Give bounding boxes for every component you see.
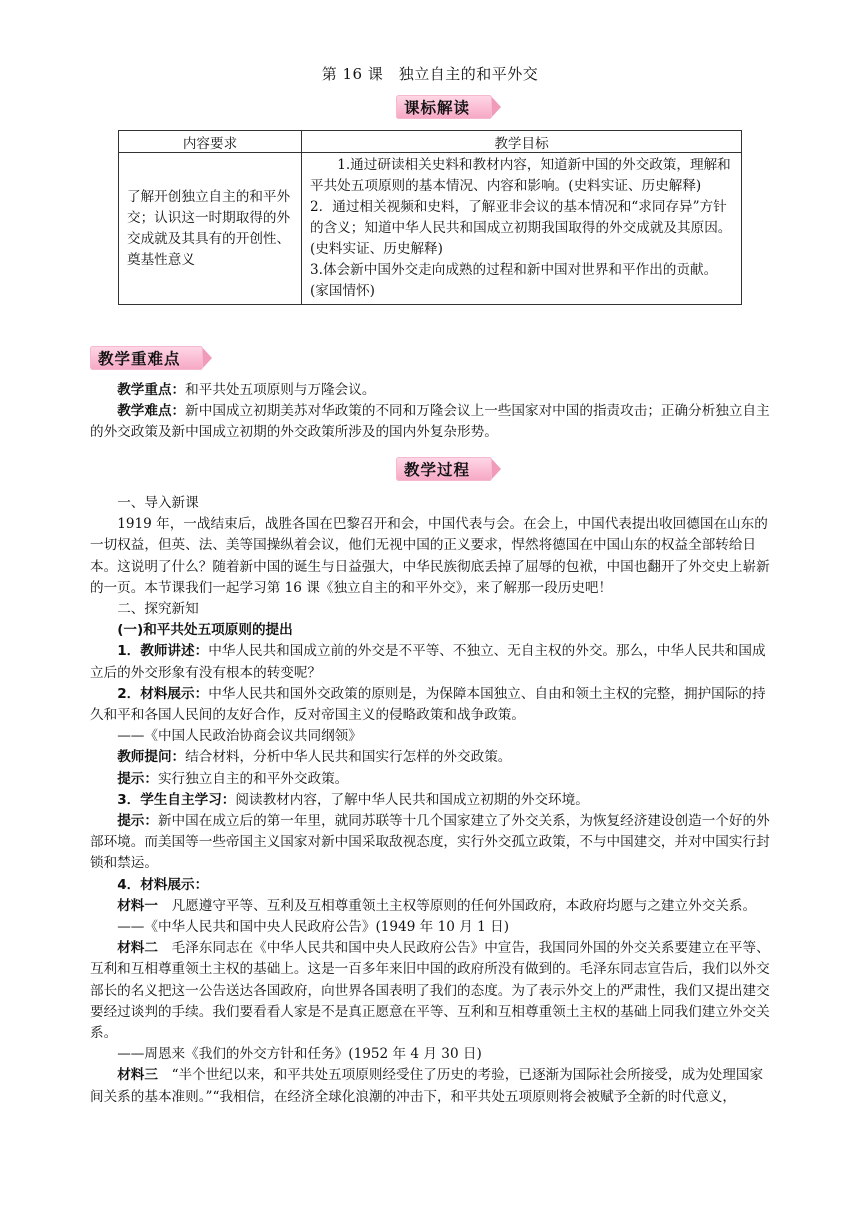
source-citation: ——《中国人民政治协商会议共同纲领》	[117, 728, 362, 745]
banner-label: 课标解读	[396, 95, 492, 119]
difficulty-text: 新中国成立初期美苏对华政策的不同和万隆会议上一些国家对中国的指责攻击；正确分析独立自主的外交政策及新中国成立初期的外交政策所涉及的国内外复杂形势。	[90, 403, 770, 441]
subsection-heading: (一)和平共处五项原则的提出	[117, 622, 293, 639]
banner-kebiao	[396, 94, 501, 120]
intro-paragraph: 1919 年，一战结束后，战胜各国在巴黎召开和会，中国代表与会。在会上，中国代表提出收回德国在山东的一切权益，但英、法、美等国操纵着会议，他们无视中国的正义要求，悍然将德国在中国山东的权益全部转给日本。这说明了什么？随着新中国的诞生与日益强大，中华民族彻底丢掉了屈辱的包袱，中国也翻开了外交史上崭新的一页。本节课我们一起学习第 16 课《独立自主的和平外交》，来了解那一段历史吧！	[90, 516, 770, 596]
lesson-title: 第 16 课 独立自主的和平外交	[321, 65, 539, 83]
teaching-goals-cell	[302, 153, 742, 305]
step-label: 1．教师讲述：	[117, 643, 209, 660]
goal-item: 2．通过相关视频和史料，了解亚非会议的基本情况和“求同存异”方针的含义；知道中华人民共和国成立初期我国取得的外交成就及其原因。(史料实证、历史解释)	[310, 199, 732, 257]
table-header: 教学目标	[302, 131, 742, 153]
banner-zhongnandian	[90, 345, 212, 371]
material-label: 材料一	[117, 897, 158, 914]
material-text: “半个世纪以来，和平共处五项原则经受住了历史的考验，已逐渐为国际社会所接受，成为处理国家间关系的基本准则。”“我相信，在经济全球化浪潮的冲击下，和平共处五项原则将会被赋予全新的时代意义，	[90, 1067, 764, 1105]
hint-text: 新中国在成立后的第一年里，就同苏联等十几个国家建立了外交关系，为恢复经济建设创造一个好的外部环境。而美国等一些帝国主义国家对新中国采取敌视态度，实行外交孤立政策，不与中国建交，并对中国实行封锁和禁运。	[90, 813, 770, 872]
key-point-text: 和平共处五项原则与万隆会议。	[185, 382, 376, 398]
table-header: 内容要求	[119, 131, 302, 153]
teaching-process	[90, 493, 772, 1108]
content-requirement-cell: 了解开创独立自主的和平外交；认识这一时期取得的外交成就及其具有的开创性、奠基性意义	[119, 153, 302, 305]
section-heading: 一、导入新课	[117, 495, 199, 511]
source-citation: ——周恩来《我们的外交方针和任务》(1952 年 4 月 30 日)	[117, 1046, 482, 1063]
material-label: 材料二	[117, 940, 158, 957]
key-point-label: 教学重点：	[117, 382, 186, 398]
banner-guocheng	[396, 456, 501, 482]
step-label: 2．材料展示：	[117, 685, 209, 702]
question-text: 结合材料，分析中华人民共和国实行怎样的外交政策。	[185, 749, 512, 766]
hint-label: 提示：	[117, 770, 158, 787]
hint-text: 实行独立自主的和平外交政策。	[157, 770, 349, 787]
step-text: 中华人民共和国成立前的外交是不平等、不独立、无自主权的外交。那么，中华人民共和国成立后的外交形象有没有根本的转变呢？	[90, 643, 766, 681]
difficulty-label: 教学难点：	[117, 403, 186, 420]
step-label: 4．材料展示：	[117, 876, 209, 893]
source-citation: ——《中华人民共和国中央人民政府公告》(1949 年 10 月 1 日)	[117, 919, 510, 936]
curriculum-table	[118, 130, 742, 305]
section-heading: 二、探究新知	[117, 601, 199, 618]
material-text: 凡愿遵守平等、互利及互相尊重领土主权等原则的任何外国政府，本政府均愿与之建立外交关系。	[171, 897, 757, 914]
banner-label: 教学重难点	[90, 346, 203, 370]
key-points	[90, 380, 772, 444]
material-label: 材料三	[117, 1067, 158, 1084]
hint-label: 提示：	[117, 813, 158, 830]
material-text: 毛泽东同志在《中华人民共和国中央人民政府公告》中宣告，我国同外国的外交关系要建立在平等、互利和互相尊重领土主权的基础上。这是一百多年来旧中国的政府所没有做到的。毛泽东同志宣告后，我们以外交部长的名义把这一公告送达各国政府，向世界各国表明了我们的态度。为了表示外交上的严肃性，我们又提出建交要经过谈判的手续。我们要看看人家是不是真正愿意在平等、互利和互相尊重领土主权的基础上同我们建立外交关系。	[90, 940, 770, 1042]
step-text: 中华人民共和国外交政策的原则是，为保障本国独立、自由和领土主权的完整，拥护国际的持久和平和各国人民间的友好合作，反对帝国主义的侵略政策和战争政策。	[90, 685, 766, 724]
goal-item: 3.体会新中国外交走向成熟的过程和新中国对世界和平作出的贡献。(家国情怀)	[310, 262, 718, 299]
step-text: 阅读教材内容，了解中华人民共和国成立初期的外交环境。	[235, 791, 589, 808]
question-label: 教师提问：	[117, 749, 186, 766]
step-label: 3．学生自主学习：	[117, 791, 236, 808]
goal-item: 1.通过研读相关史料和教材内容，知道新中国的外交政策，理解和平共处五项原则的基本情况、内容和影响。(史料实证、历史解释)	[310, 157, 731, 194]
banner-label: 教学过程	[396, 457, 492, 481]
